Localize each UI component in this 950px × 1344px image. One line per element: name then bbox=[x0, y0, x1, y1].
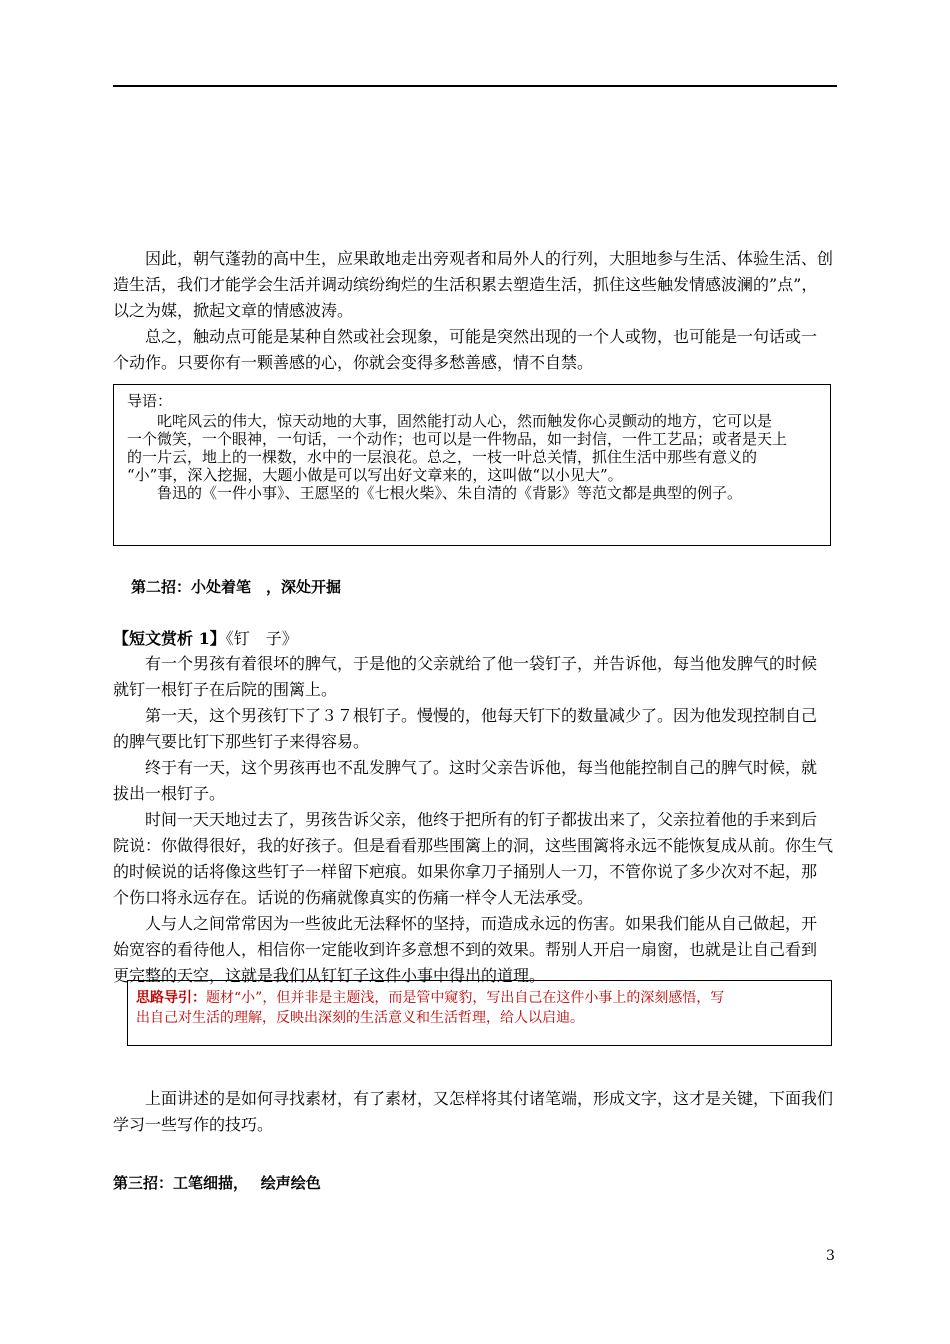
text-line: 始宽容的看待他人，相信你一定能收到许多意想不到的效果。帮别人开启一扇窗，也就是让自己看到 bbox=[113, 940, 818, 959]
thinking-guide-box bbox=[127, 980, 832, 1046]
text-line: 以之为媒，掀起文章的情感波涛。 bbox=[113, 301, 354, 320]
story-label: 【短文赏析 1】 bbox=[113, 629, 226, 648]
story-paragraph-5 bbox=[113, 911, 837, 989]
text-line: 造生活，我们才能学会生活并调动缤纷绚烂的生活积累去塑造生活，抓住这些触发情感波澜的”点”， bbox=[113, 275, 818, 294]
header-rule bbox=[113, 85, 837, 87]
section-heading-2: 第二招：小处着笔 ，深处开掘 bbox=[131, 578, 342, 596]
text-line: 院说：你做得很好，我的好孩子。但是看看那些围篱上的洞，这些围篱将永远不能恢复成从前。你生气 bbox=[113, 836, 834, 855]
story-title-line bbox=[113, 626, 837, 652]
text-line: “小”事，深入挖掘，大题小做是可以写出好文章来的，这叫做“以小见大”。 bbox=[127, 466, 623, 484]
thinking-box-body bbox=[136, 988, 822, 1028]
paragraph-3 bbox=[113, 1086, 837, 1138]
text-line: 个动作。只要你有一颗善感的心，你就会变得多愁善感，情不自禁。 bbox=[113, 353, 594, 372]
paragraph-1 bbox=[113, 246, 837, 324]
text-line: 的时候说的话将像这些钉子一样留下疤痕。如果你拿刀子捅别人一刀，不管你说了多少次对不起，那 bbox=[113, 862, 818, 881]
text-line: 个伤口将永远存在。话说的伤痛就像真实的伤痛一样令人无法承受。 bbox=[113, 888, 594, 907]
intro-guide-box bbox=[113, 384, 831, 546]
text-line: 的一片云，地上的一棵数，水中的一层浪花。总之，一枝一叶总关情，抓住生活中那些有意义的 bbox=[127, 448, 758, 466]
text-line: 出自己对生活的理解，反映出深刻的生活意义和生活哲理，给人以启迪。 bbox=[136, 1010, 584, 1026]
text-line: 时间一天天地过去了，男孩告诉父亲，他终于把所有的钉子都拔出来了，父亲拉着他的手来到后 bbox=[145, 810, 818, 829]
text-line: 有一个男孩有着很坏的脾气，于是他的父亲就给了他一袋钉子，并告诉他，每当他发脾气的时候 bbox=[145, 654, 818, 673]
text-line: 一个微笑，一个眼神，一句话，一个动作；也可以是一件物品，如一封信，一件工艺品；或者是天上 bbox=[127, 430, 788, 448]
text-line: 更完整的天空，这就是我们从钉钉子这件小事中得出的道理。 bbox=[113, 966, 546, 985]
text-line: 鲁迅的《一件小事》、王愿坚的《七根火柴》、朱自清的《背影》等范文都是典型的例子。 bbox=[157, 484, 743, 502]
text-line: 的脾气要比钉下那些钉子来得容易。 bbox=[113, 732, 370, 751]
text-line: 终于有一天，这个男孩再也不乱发脾气了。这时父亲告诉他，每当他能控制自己的脾气时候，就 bbox=[145, 758, 818, 777]
thinking-box-label: 思路导引： bbox=[136, 990, 206, 1006]
story-paragraph-2 bbox=[113, 703, 837, 755]
section-heading-3: 第三招：工笔细描， 绘声绘色 bbox=[113, 1174, 321, 1192]
paragraph-2 bbox=[113, 324, 837, 376]
text-line: 叱咤风云的伟大，惊天动地的大事，固然能打动人心，然而触发你心灵颤动的地方，它可以是 bbox=[157, 412, 773, 430]
text-line: 就钉一根钉子在后院的围篱上。 bbox=[113, 680, 338, 699]
text-line: 因此，朝气蓬勃的高中生，应果敢地走出旁观者和局外人的行列，大胆地参与生活、体验生活、创 bbox=[145, 249, 834, 268]
text-line: 拔出一根钉子。 bbox=[113, 784, 226, 803]
text-line: 第一天，这个男孩钉下了３７根钉子。慢慢的，他每天钉下的数量减少了。因为他发现控制自己 bbox=[145, 706, 818, 725]
text-line: 学习一些写作的技巧。 bbox=[113, 1115, 274, 1134]
page-number: 3 bbox=[826, 1248, 835, 1264]
story-paragraph-1 bbox=[113, 651, 837, 703]
story-paragraph-4 bbox=[113, 807, 837, 911]
guide-box-title: 导语： bbox=[127, 392, 173, 410]
text-line: 总之，触动点可能是某种自然或社会现象，可能是突然出现的一个人或物，也可能是一句话或一 bbox=[145, 327, 818, 346]
text-line: 上面讲述的是如何寻找素材，有了素材，又怎样将其付诸笔端，形成文字，这才是关键，下面我们 bbox=[145, 1089, 834, 1108]
text-line: 题材“小”，但并非是主题浅，而是管中窥豹，写出自己在这件小事上的深刻感悟，写 bbox=[206, 990, 725, 1006]
guide-box-body bbox=[127, 412, 819, 502]
story-paragraph-3 bbox=[113, 755, 837, 807]
story-title: 《钉 子》 bbox=[225, 629, 298, 648]
text-line: 人与人之间常常因为一些彼此无法释怀的坚持，而造成永远的伤害。如果我们能从自己做起，开 bbox=[145, 914, 818, 933]
